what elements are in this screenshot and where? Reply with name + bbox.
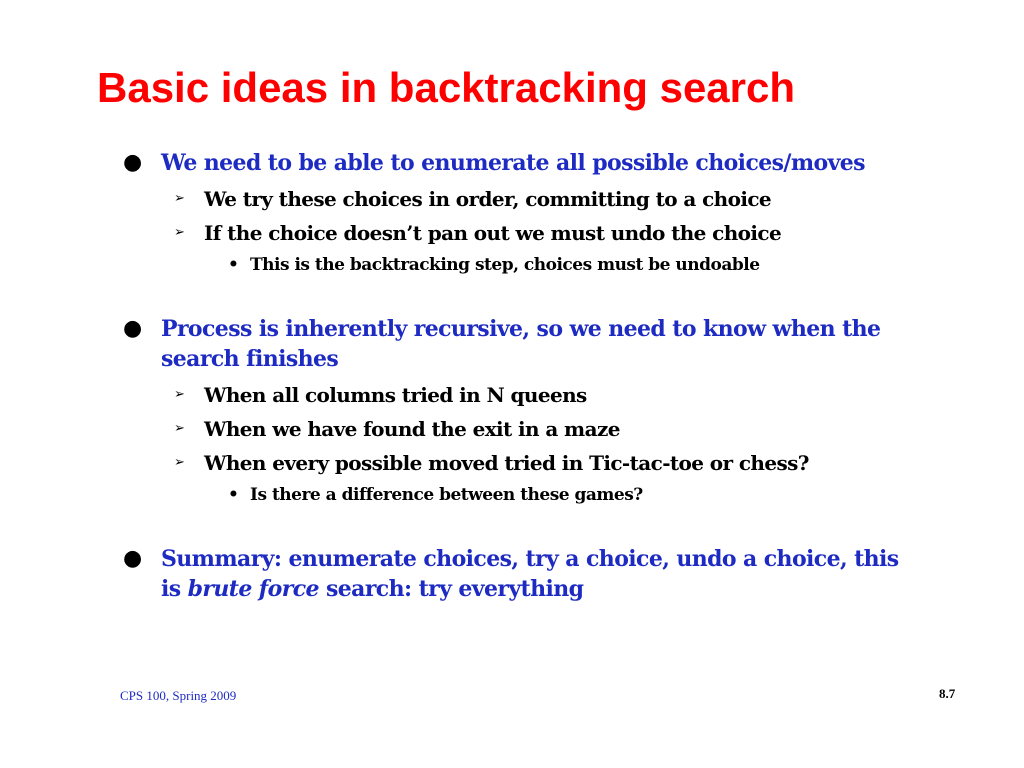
sub-bullet-2-3	[174, 449, 964, 477]
dot-bullet-icon: •	[228, 255, 239, 275]
bullet-2	[123, 314, 971, 374]
bullet-glyph: ●	[123, 546, 142, 571]
subsub-bullet-1	[228, 253, 970, 277]
sub-bullet-1-1-text: We try these choices in order, committing to a choice	[204, 187, 772, 211]
subsub-bullet-1-text: This is the backtracking step, choices must be undoable	[250, 255, 760, 275]
bullet-2-text-line2: search finishes	[161, 346, 339, 372]
bullet-3-line2-prefix: is	[161, 576, 188, 602]
bullet-3-line2-suffix: search: try everything	[318, 576, 584, 602]
bullet-1-text: We need to be able to enumerate all possible choices/moves	[161, 150, 865, 176]
bullet-3	[123, 544, 971, 604]
slide-title: Basic ideas in backtracking search	[97, 64, 796, 111]
subsub-bullet-2	[228, 483, 970, 507]
bullet-3-italic-term: brute force	[187, 576, 319, 602]
bullet-glyph: ●	[123, 150, 142, 175]
footer-page-number: 8.7	[939, 686, 956, 701]
subsub-bullet-2-text: Is there a difference between these games?	[250, 485, 643, 505]
dot-bullet-icon: •	[228, 485, 239, 505]
sub-bullet-1-2-text: If the choice doesn’t pan out we must undo the choice	[204, 221, 782, 245]
arrow-bullet-icon: ➢	[174, 225, 185, 240]
bullet-3-text-line1: Summary: enumerate choices, try a choice, undo a choice, this	[161, 546, 899, 572]
sub-bullet-2-2-text: When we have found the exit in a maze	[204, 417, 620, 441]
bullet-1	[123, 148, 971, 178]
bullet-glyph: ●	[123, 316, 142, 341]
arrow-bullet-icon: ➢	[174, 421, 185, 436]
sub-bullet-2-3-text: When every possible moved tried in Tic-tac-toe or chess?	[204, 451, 809, 475]
bullet-2-text-line1: Process is inherently recursive, so we need to know when the	[161, 316, 881, 342]
arrow-bullet-icon: ➢	[174, 387, 185, 402]
sub-bullet-1-1	[174, 185, 964, 213]
sub-bullet-2-2	[174, 415, 964, 443]
arrow-bullet-icon: ➢	[174, 455, 185, 470]
sub-bullet-2-1-text: When all columns tried in N queens	[204, 383, 587, 407]
arrow-bullet-icon: ➢	[174, 191, 185, 206]
footer-course: CPS 100, Spring 2009	[120, 688, 237, 703]
sub-bullet-1-2	[174, 219, 964, 247]
sub-bullet-2-1	[174, 381, 964, 409]
